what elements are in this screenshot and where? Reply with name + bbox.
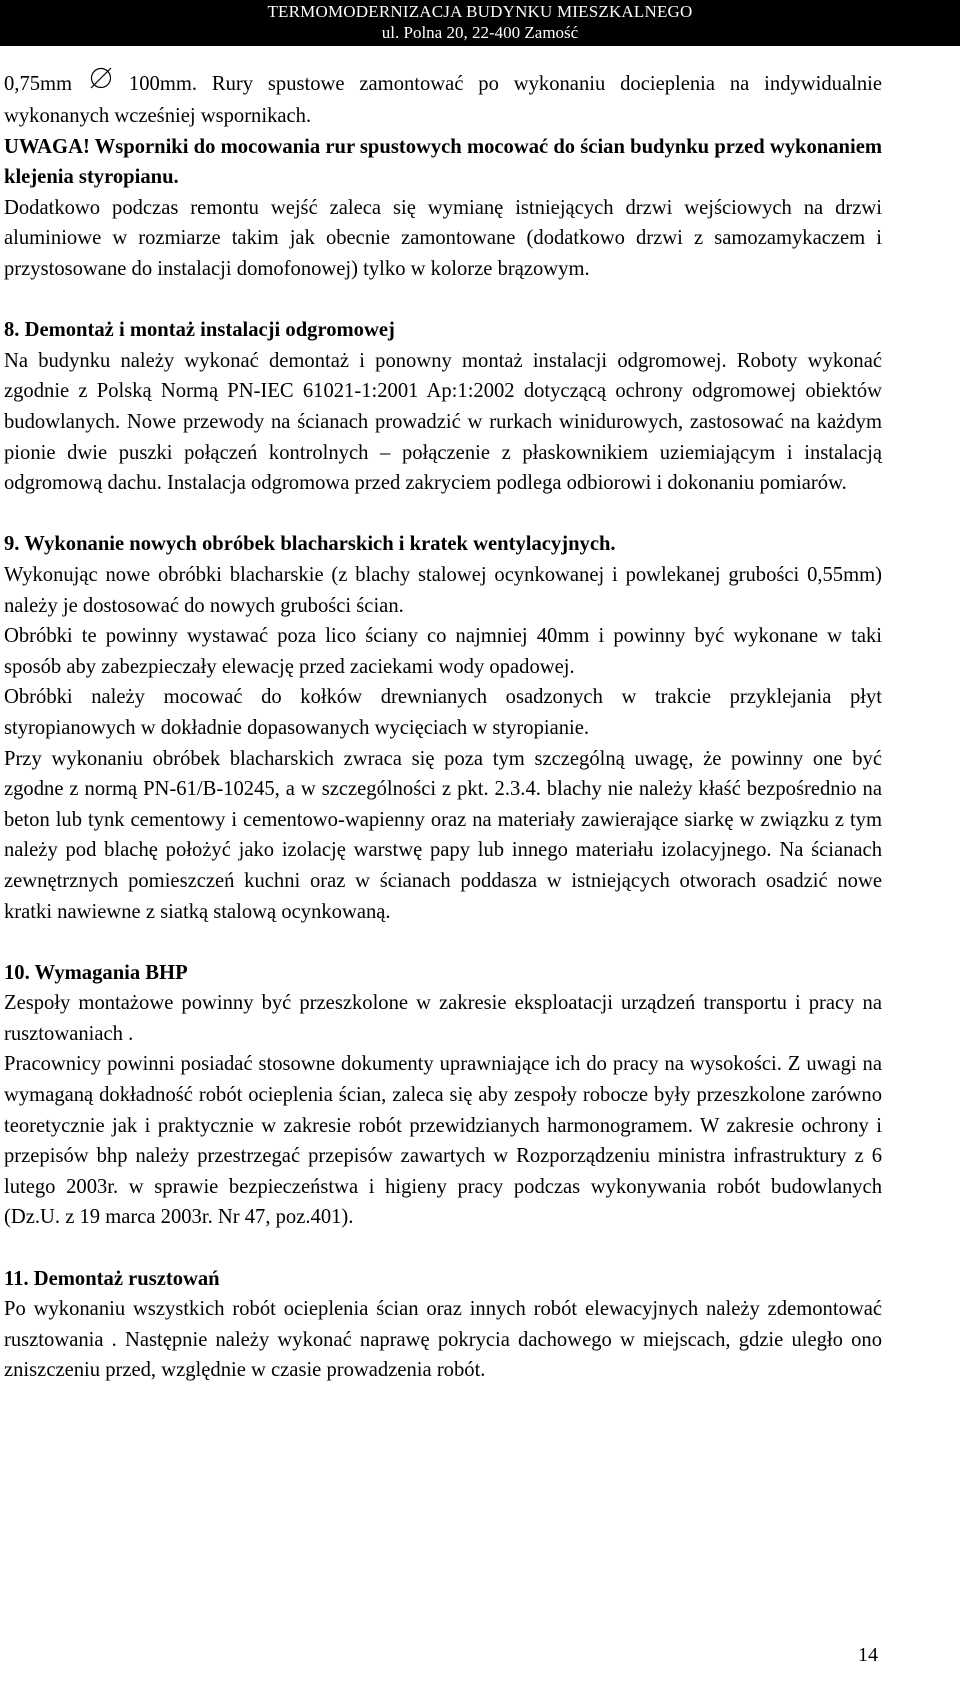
section-9-paragraph-4: Przy wykonaniu obróbek blacharskich zwraca się poza tym szczególną uwagę, że powinny one być zgodne z normą PN-61/B-10245, a w szczególności z pkt. 2.3.4. blachy nie należy kłaść bezpośrednio na beton lub tynk cementowy i cementowo-wapienny oraz na materiały zawierające siarkę w związku z tym należy pod blachę położyć jako izolację warstwę papy lub innego materiału izolacyjnego. Na ścianach zewnętrznych pomieszczeń kuchni oraz w ścianach poddasza w istniejących otworach osadzić nowe kratki nawiewne z siatką stalową ocynkowaną. bbox=[4, 747, 882, 923]
diameter-symbol-icon bbox=[90, 67, 112, 99]
section-9-paragraph-2: Obróbki te powinny wystawać poza lico ściany co najmniej 40mm i powinny być wykonane w taki sposób aby zabezpieczały elewację przed zaciekami wody opadowej. bbox=[4, 625, 882, 678]
section-10-paragraph-2: Pracownicy powinni posiadać stosowne dokumenty uprawniające ich do pracy na wysokości. Z uwagi na wymaganą dokładność robót ocieplenia ścian, zaleca się aby zespoły robocze były przeszkolone zarówno teoretycznie jak i praktycznie w zakresie robót przewidzianych harmonogramem. W zakresie ochrony i przepisów bhp należy przestrzegać przepisów zawartych w Rozporządzeniu ministra infrastruktury z 6 lutego 2003r. w sprawie bezpieczeństwa i higieny pracy podczas wykonywania robót budowlanych (Dz.U. z 19 marca 2003r. Nr 47, poz.401). bbox=[4, 1053, 882, 1229]
section-9-paragraph-1: Wykonując nowe obróbki blacharskie (z blachy stalowej ocynkowanej i powlekanej grubości 0,55mm) należy je dostosować do nowych grubości ścian. bbox=[4, 563, 882, 617]
section-11-heading: 11. Demontaż rusztowań bbox=[4, 1267, 220, 1290]
header-title: TERMOMODERNIZACJA BUDYNKU MIESZKALNEGO bbox=[267, 2, 693, 21]
warning-paragraph: UWAGA! Wsporniki do mocowania rur spustowych mocować do ścian budynku przed wykonaniem klejenia styropianu. bbox=[4, 135, 882, 189]
document-body bbox=[4, 69, 882, 1386]
section-10-paragraph-1: Zespoły montażowe powinny być przeszkolone w zakresie eksploatacji urządzeń transportu i pracy na rusztowaniach . bbox=[4, 992, 882, 1045]
page-number: 14 bbox=[858, 1644, 878, 1666]
section-9-paragraph-3: Obróbki należy mocować do kołków drewnianych osadzonych w trakcie przyklejania płyt styropianowych w dokładnie dopasowanych wycięciach w styropianie. bbox=[4, 686, 882, 739]
header-address: ul. Polna 20, 22-400 Zamość bbox=[381, 23, 579, 42]
section-9-heading: 9. Wykonanie nowych obróbek blacharskich i kratek wentylacyjnych. bbox=[4, 533, 616, 556]
intro-paragraph-pipes bbox=[4, 69, 882, 132]
section-11-paragraph: Po wykonaniu wszystkich robót ocieplenia ścian oraz innych robót elewacyjnych należy zdemontować rusztowania . Następnie należy wykonać naprawę pokrycia dachowego w miejscach, gdzie uległo ono zniszczeniu przed, względnie w czasie prowadzenia robót. bbox=[4, 1298, 882, 1382]
document-header bbox=[0, 0, 960, 46]
section-10-heading: 10. Wymagania BHP bbox=[4, 961, 188, 984]
pipe-description: 100mm. Rury spustowe zamontować po wykonaniu docieplenia na indywidualnie wykonanych wcześniej wspornikach. bbox=[4, 73, 882, 128]
section-8-heading: 8. Demontaż i montaż instalacji odgromowej bbox=[4, 319, 395, 342]
pipe-thickness: 0,75mm bbox=[4, 73, 73, 95]
doors-paragraph: Dodatkowo podczas remontu wejść zaleca się wymianę istniejących drzwi wejściowych na drzwi aluminiowe w rozmiarze takim jak obecnie zamontowane (dodatkowo drzwi z samozamykaczem i przystosowane do instalacji domofonowej) tylko w kolorze brązowym. bbox=[4, 196, 882, 281]
section-8-paragraph: Na budynku należy wykonać demontaż i ponowny montaż instalacji odgromowej. Roboty wykonać zgodnie z Polską Normą PN-IEC 61021-1:2001 Ap:1:2002 dotyczącą ochrony odgromowej obiektów budowlanych. Nowe przewody na ścianach prowadzić w rurkach winidurowych, zastosować na każdym pionie dwie puszki połączeń kontrolnych – połączenie z płaskownikiem uziemiającym i instalacją odgromową dachu. Instalacja odgromowa przed zakryciem podlega odbiorowi i dokonaniu pomiarów. bbox=[4, 349, 882, 495]
